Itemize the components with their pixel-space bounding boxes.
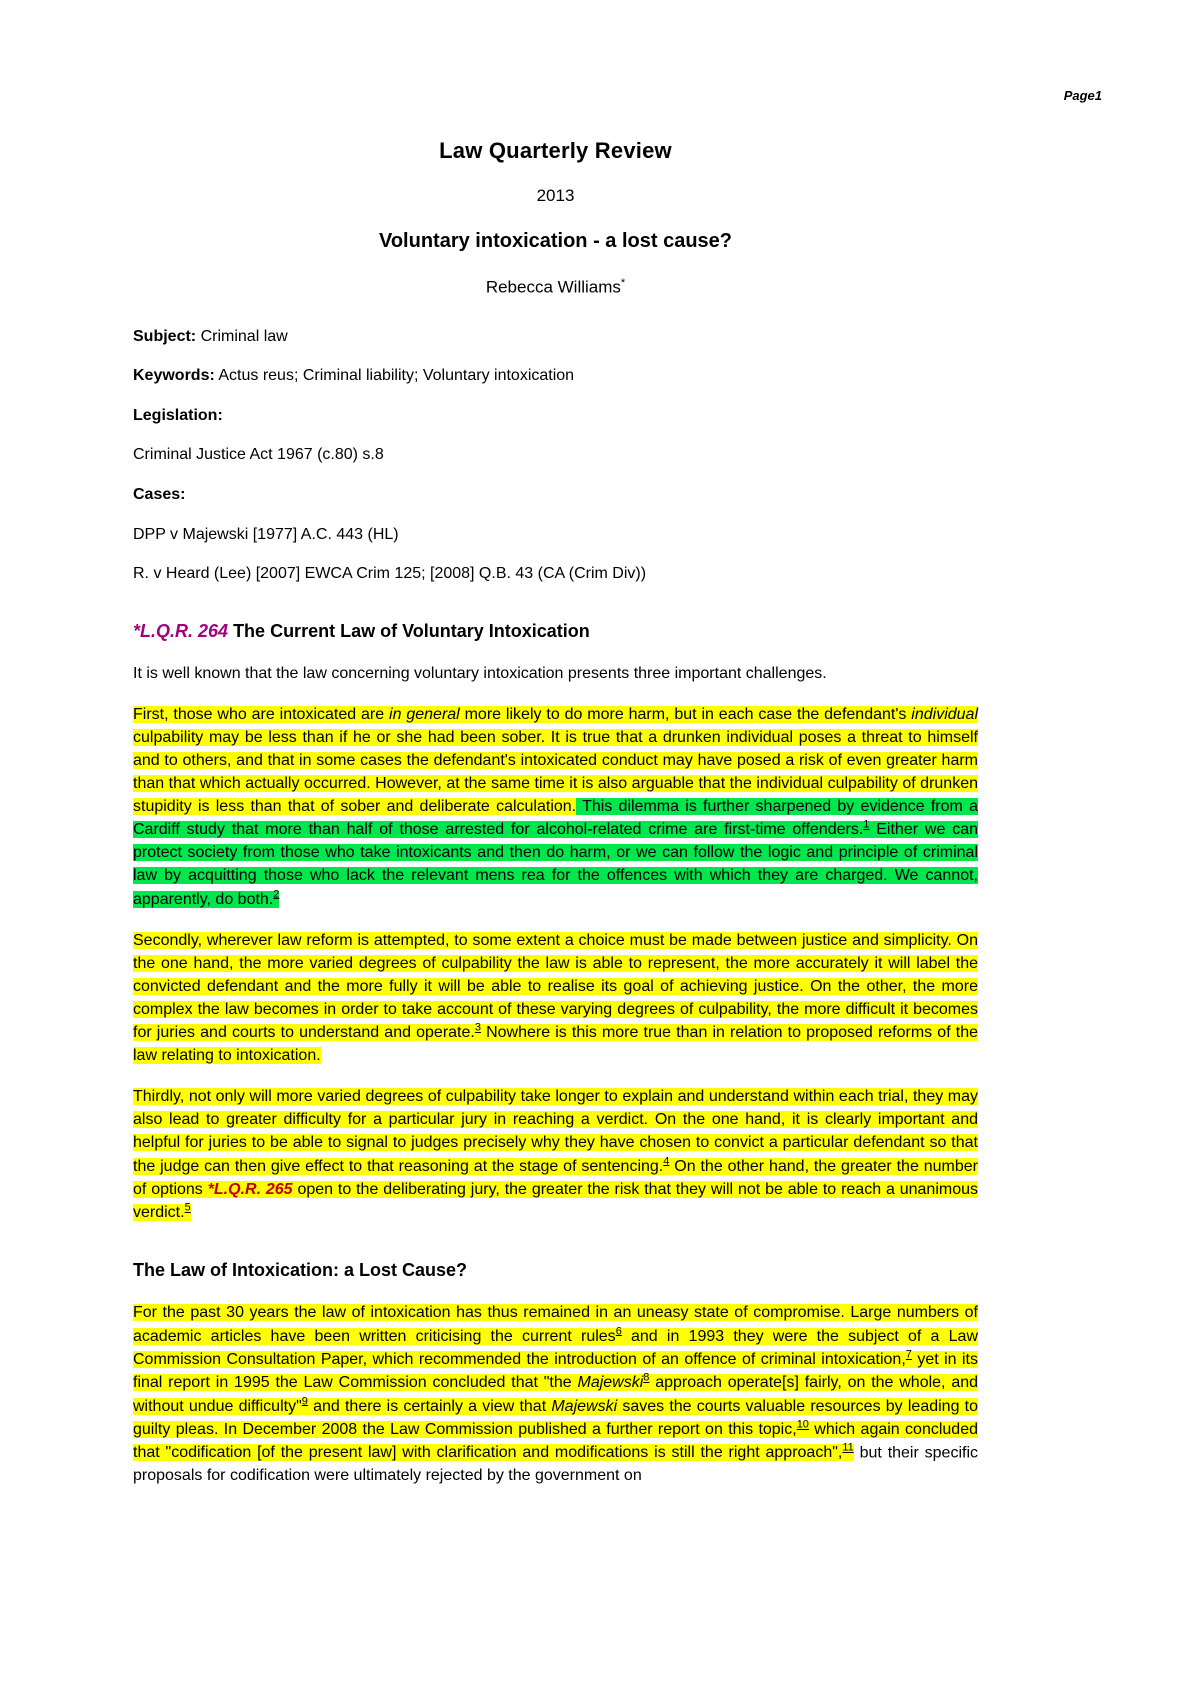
text-run: Secondly, wherever law reform is attempted, to some extent a choice must be made between justice and simplicity. On the one hand, the more varied degrees of culpability the law is able to represent, the more accurately it will label the convicted defendant and the more fully it will be able to realise its goal of achieving justice. On the other, the more complex the law becomes in order to take account of these varying degrees of culpability, the more difficult it becomes for juries and courts to understand and operate.: [133, 931, 978, 1042]
keywords-line: [133, 365, 978, 387]
subject-value: Criminal law: [196, 327, 288, 345]
paragraph-second-challenge: [133, 929, 978, 1068]
text-run: Either we can protect society from those who take intoxicants and then do harm, or we can follow the logic and principle of criminal law by acquitting those who lack the relevant mens rea for the offences with which they are charged. We cannot, apparently, do both.: [133, 821, 978, 908]
section-heading-lost-cause: The Law of Intoxication: a Lost Cause?: [133, 1260, 468, 1281]
text-run: open to the deliberating jury, the greater the risk that they will not be able to reach a unanimous verdict.: [133, 1180, 978, 1222]
highlight-yellow-span: [133, 1304, 978, 1461]
keywords-value: Actus reus; Criminal liability; Voluntary intoxication: [214, 367, 575, 385]
text-run: yet in its final report in 1995 the Law Commission concluded that "the: [133, 1350, 978, 1392]
section-heading-text: The Current Law of Voluntary Intoxication: [233, 620, 590, 641]
paragraph-history: [133, 1301, 978, 1487]
text-run: On the other hand, the greater the number of options: [133, 1157, 978, 1198]
text-run: For the past 30 years the law of intoxication has thus remained in an uneasy state of compromise. Large numbers of academic articles have been written criticising the current rules: [133, 1304, 978, 1345]
footnote-ref-10[interactable]: 10: [796, 1418, 809, 1431]
footnote-ref-4[interactable]: 4: [663, 1155, 670, 1168]
text-run: culpability may be less than if he or she had been sober. It is true that a drunken individual poses a threat to himself and to others, and that in some cases the defendant's intoxicated conduct may have posed a risk of even greater harm than that which actually occurred. However, at the same time it is also arguable that the individual culpability of drunken stupidity is less than that of sober and deliberate calculation.: [133, 728, 978, 815]
star-page-marker: *L.Q.R. 264: [133, 620, 229, 641]
author-footnote-marker: *: [620, 277, 626, 289]
footnote-ref-2[interactable]: 2: [273, 888, 280, 901]
footnote-ref-11[interactable]: 11: [842, 1441, 854, 1454]
case-name-italic: Majewski: [551, 1397, 618, 1415]
footnote-ref-8[interactable]: 8: [643, 1371, 650, 1384]
text-run: First, those who are intoxicated are: [133, 705, 390, 723]
page-number: Page1: [1063, 88, 1102, 103]
text-run: which again concluded that "codification [of the present law] with clarification and modifications is still the right approach",: [133, 1420, 978, 1462]
case-name-italic: Majewski: [577, 1374, 644, 1392]
subject-label: Subject:: [133, 327, 197, 345]
legislation-label: [133, 405, 978, 427]
document-body: [133, 138, 978, 1505]
paragraph-first-challenge: [133, 703, 978, 911]
text-run-italic: in general: [389, 705, 460, 723]
star-page-marker-inline: *L.Q.R. 265: [207, 1180, 293, 1198]
keywords-label: Keywords:: [133, 367, 215, 385]
text-run: but their specific proposals for codification were ultimately rejected by the government on: [133, 1444, 978, 1485]
legislation-label-text: Legislation:: [133, 406, 223, 424]
cases-item: R. v Heard (Lee) [2007] EWCA Crim 125; [2008] Q.B. 43 (CA (Crim Div)): [133, 565, 647, 583]
legislation-item: Criminal Justice Act 1967 (c.80) s.8: [133, 446, 384, 464]
text-run: approach operate[s] fairly, on the whole, and without undue difficulty": [133, 1374, 979, 1415]
text-run: and there is certainly a view that: [307, 1397, 552, 1415]
footnote-ref-1[interactable]: 1: [863, 819, 870, 831]
highlight-yellow-span: [133, 1088, 978, 1221]
author-name: Rebecca Williams: [485, 277, 621, 297]
cases-label: [133, 484, 978, 506]
text-run-italic: individual: [911, 705, 978, 723]
footnote-ref-6[interactable]: 6: [615, 1325, 622, 1338]
section-heading-current-law: [133, 621, 978, 642]
subject-line: [133, 326, 978, 348]
footnote-ref-7[interactable]: 7: [905, 1348, 912, 1361]
journal-title: Law Quarterly Review: [439, 138, 672, 163]
article-title: Voluntary intoxication - a lost cause?: [378, 230, 733, 252]
text-run: more likely to do more harm, but in each case the defendant's: [459, 705, 912, 723]
cases-label-text: Cases:: [133, 486, 186, 504]
text-run: saves the courts valuable resources by leading to guilty pleas. In December 2008 the Law Commission published a further report on this topic,: [133, 1397, 979, 1438]
footnote-ref-3[interactable]: 3: [474, 1021, 481, 1034]
text-run: This dilemma is further sharpened by evidence from a Cardiff study that more than half of those arrested for alcohol-related crime are first-time offenders.: [133, 797, 978, 839]
author-line: [133, 277, 978, 298]
paragraph-third-challenge: [133, 1085, 978, 1224]
cases-item: DPP v Majewski [1977] A.C. 443 (HL): [133, 525, 399, 543]
publication-year: 2013: [536, 186, 575, 205]
footnote-ref-5[interactable]: 5: [184, 1201, 191, 1214]
footnote-ref-9[interactable]: 9: [301, 1395, 308, 1408]
text-run: Nowhere is this more true than in relation to proposed reforms of the law relating to intoxication.: [133, 1024, 978, 1065]
intro-paragraph: It is well known that the law concerning voluntary intoxication presents three important challenges.: [133, 664, 827, 682]
highlight-yellow-span: [133, 932, 978, 1064]
text-run: and in 1993 they were the subject of a Law Commission Consultation Paper, which recommended the introduction of an offence of criminal intoxication,: [133, 1327, 979, 1368]
text-run: Thirdly, not only will more varied degrees of culpability take longer to explain and understand within each trial, they may also lead to greater difficulty for a particular jury in reaching a verdict. On the one hand, it is clearly important and helpful for juries to be able to signal to judges precisely why they have chosen to convict a particular defendant so that the judge can then give effect to that reasoning at the stage of sentencing.: [133, 1088, 978, 1175]
